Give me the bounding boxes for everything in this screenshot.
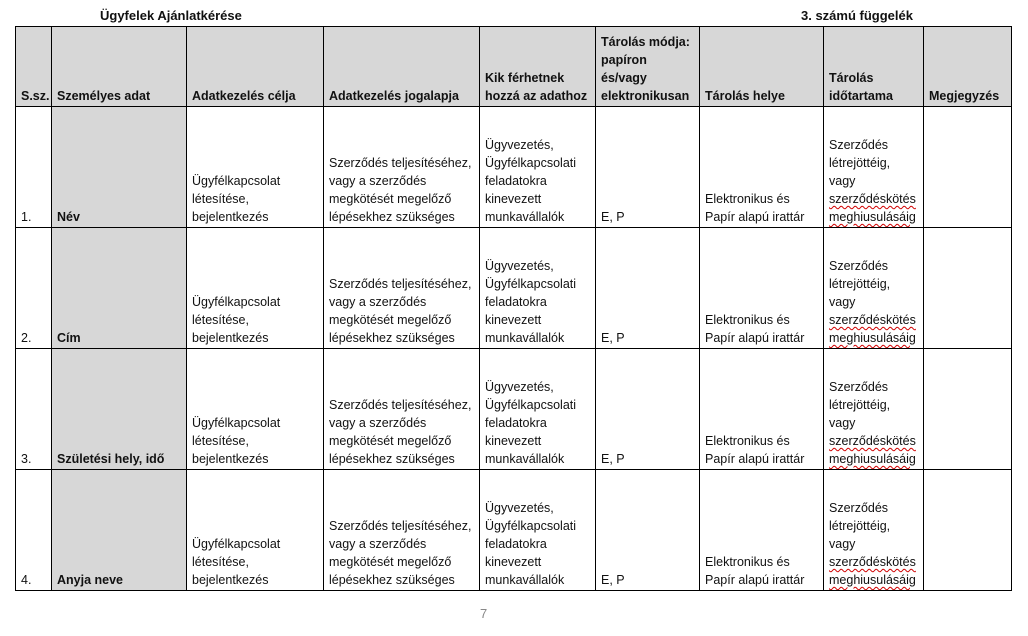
duration-text: Szerződés létrejöttéig, vagy xyxy=(829,259,891,309)
note-cell xyxy=(924,349,1012,470)
storage-place-cell: Elektronikus és Papír alapú irattár xyxy=(700,107,824,228)
duration-misspelled-text: szerződéskötés meghiusulásáig xyxy=(829,192,916,224)
note-cell xyxy=(924,228,1012,349)
note-cell xyxy=(924,470,1012,591)
personal-data-cell: Anyja neve xyxy=(52,470,187,591)
storage-duration-cell xyxy=(824,228,924,349)
appendix-label: 3. számú függelék xyxy=(801,8,913,23)
personal-data-cell: Név xyxy=(52,107,187,228)
personal-data-cell: Cím xyxy=(52,228,187,349)
row-number: 4. xyxy=(16,470,52,591)
duration-text: Szerződés létrejöttéig, vagy xyxy=(829,501,891,551)
row-number: 2. xyxy=(16,228,52,349)
table-row xyxy=(16,470,1012,591)
storage-duration-cell xyxy=(824,470,924,591)
storage-duration-cell xyxy=(824,349,924,470)
access-cell: Ügyvezetés, Ügyfélkapcsolati feladatokra kinevezett munkavállalók xyxy=(480,107,596,228)
table-header-row xyxy=(16,27,1012,107)
purpose-cell: Ügyfélkapcsolat létesítése, bejelentkezés xyxy=(187,107,324,228)
storage-mode-cell: E, P xyxy=(596,470,700,591)
duration-text: Szerződés létrejöttéig, vagy xyxy=(829,380,891,430)
document-title: Ügyfelek Ajánlatkérése xyxy=(100,8,242,23)
header-legal-basis: Adatkezelés jogalapja xyxy=(324,27,480,107)
table-row xyxy=(16,107,1012,228)
access-cell: Ügyvezetés, Ügyfélkapcsolati feladatokra kinevezett munkavállalók xyxy=(480,470,596,591)
storage-mode-cell: E, P xyxy=(596,228,700,349)
storage-place-cell: Elektronikus és Papír alapú irattár xyxy=(700,470,824,591)
note-cell xyxy=(924,107,1012,228)
duration-misspelled-text: szerződéskötés meghiusulásáig xyxy=(829,434,916,466)
storage-duration-cell xyxy=(824,107,924,228)
duration-misspelled-text: szerződéskötés meghiusulásáig xyxy=(829,313,916,345)
purpose-cell: Ügyfélkapcsolat létesítése, bejelentkezés xyxy=(187,228,324,349)
access-cell: Ügyvezetés, Ügyfélkapcsolati feladatokra kinevezett munkavállalók xyxy=(480,349,596,470)
storage-place-cell: Elektronikus és Papír alapú irattár xyxy=(700,228,824,349)
header-access: Kik férhetnek hozzá az adathoz xyxy=(480,27,596,107)
header-storage-mode: Tárolás módja: papíron és/vagy elektronikusan xyxy=(596,27,700,107)
storage-mode-cell: E, P xyxy=(596,107,700,228)
header-note: Megjegyzés xyxy=(924,27,1012,107)
header-storage-duration: Tárolás időtartama xyxy=(824,27,924,107)
page-number: 7 xyxy=(480,606,488,621)
row-number: 3. xyxy=(16,349,52,470)
table-row xyxy=(16,349,1012,470)
legal-basis-cell: Szerződés teljesítéséhez, vagy a szerződés megkötését megelőző lépésekhez szükséges xyxy=(324,470,480,591)
header-storage-place: Tárolás helye xyxy=(700,27,824,107)
purpose-cell: Ügyfélkapcsolat létesítése, bejelentkezés xyxy=(187,349,324,470)
storage-mode-cell: E, P xyxy=(596,349,700,470)
duration-misspelled-text: szerződéskötés meghiusulásáig xyxy=(829,555,916,587)
header-purpose: Adatkezelés célja xyxy=(187,27,324,107)
personal-data-cell: Születési hely, idő xyxy=(52,349,187,470)
access-cell: Ügyvezetés, Ügyfélkapcsolati feladatokra kinevezett munkavállalók xyxy=(480,228,596,349)
header-serial-number: S.sz. xyxy=(16,27,52,107)
table-row xyxy=(16,228,1012,349)
header-personal-data: Személyes adat xyxy=(52,27,187,107)
storage-place-cell: Elektronikus és Papír alapú irattár xyxy=(700,349,824,470)
legal-basis-cell: Szerződés teljesítéséhez, vagy a szerződés megkötését megelőző lépésekhez szükséges xyxy=(324,349,480,470)
duration-text: Szerződés létrejöttéig, vagy xyxy=(829,138,891,188)
legal-basis-cell: Szerződés teljesítéséhez, vagy a szerződés megkötését megelőző lépésekhez szükséges xyxy=(324,107,480,228)
purpose-cell: Ügyfélkapcsolat létesítése, bejelentkezés xyxy=(187,470,324,591)
row-number: 1. xyxy=(16,107,52,228)
personal-data-table xyxy=(15,26,1012,591)
legal-basis-cell: Szerződés teljesítéséhez, vagy a szerződés megkötését megelőző lépésekhez szükséges xyxy=(324,228,480,349)
